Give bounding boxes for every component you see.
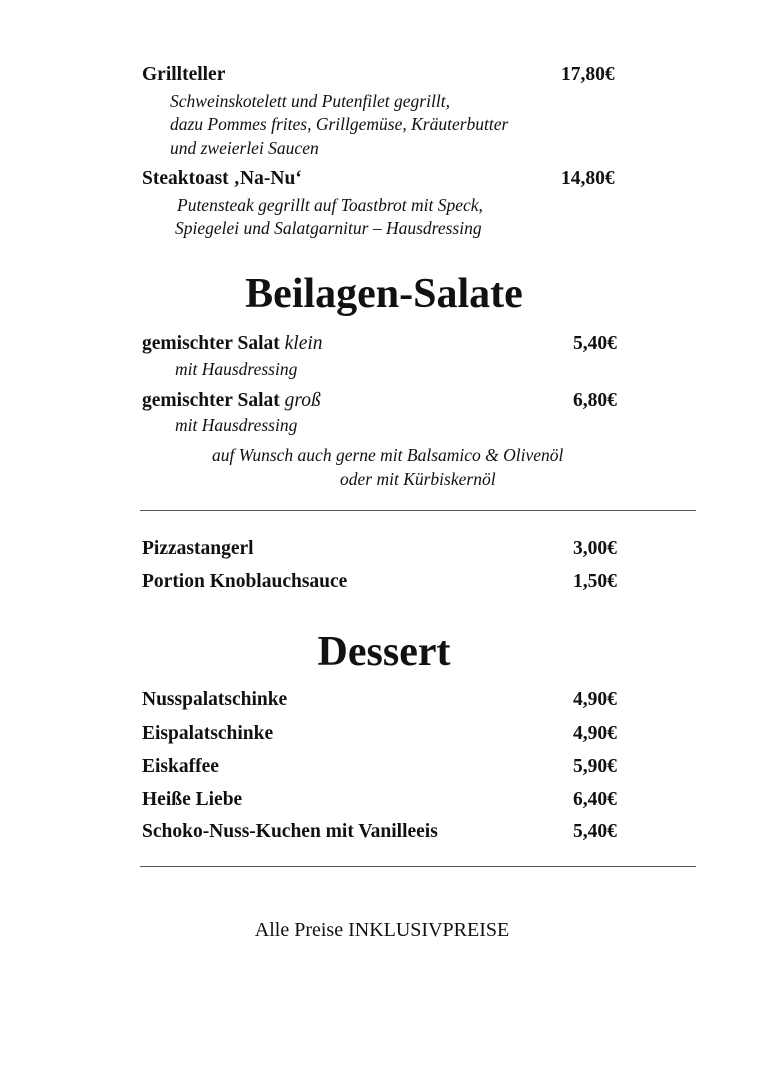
menu-item-name: Pizzastangerl xyxy=(142,538,254,559)
menu-item-price: 5,40€ xyxy=(573,333,617,354)
menu-item-name: Grillteller xyxy=(142,64,226,85)
menu-item-description: Spiegelei und Salatgarnitur – Hausdressing xyxy=(175,218,482,238)
section-heading-dessert: Dessert xyxy=(317,629,451,675)
menu-item-description: mit Hausdressing xyxy=(175,359,298,379)
menu-item-size: groß xyxy=(284,390,321,411)
menu-item-price: 5,40€ xyxy=(573,821,617,842)
menu-item-name: gemischter Salat groß xyxy=(142,390,321,411)
menu-item-price: 5,90€ xyxy=(573,756,617,777)
menu-item-price: 6,80€ xyxy=(573,390,617,411)
price-note-emphasis: INKLUSIVPREISE xyxy=(348,919,510,941)
price-note: Alle Preise INKLUSIVPREISE xyxy=(254,919,510,941)
menu-item-name: Eispalatschinke xyxy=(142,723,274,744)
menu-item-price: 3,00€ xyxy=(573,538,617,559)
menu-item-description: mit Hausdressing xyxy=(175,415,298,435)
menu-item-price: 4,90€ xyxy=(573,723,617,744)
menu-item-name: Steaktoast ‚Na-Nu‘ xyxy=(142,168,302,189)
menu-item-price: 6,40€ xyxy=(573,789,617,810)
salad-note: oder mit Kürbiskernöl xyxy=(340,469,496,489)
menu-item-price: 14,80€ xyxy=(561,168,615,189)
menu-item-description: Schweinskotelett und Putenfilet gegrillt, xyxy=(170,91,450,111)
menu-item-price: 17,80€ xyxy=(561,64,615,85)
section-heading-salads: Beilagen-Salate xyxy=(245,271,523,317)
divider xyxy=(140,866,696,867)
menu-item-name: Eiskaffee xyxy=(142,756,219,777)
menu-item-name: gemischter Salat klein xyxy=(142,333,323,354)
salad-note: auf Wunsch auch gerne mit Balsamico & Olivenöl xyxy=(212,445,564,465)
menu-item-price: 1,50€ xyxy=(573,571,617,592)
menu-item-name: Heiße Liebe xyxy=(142,789,243,810)
menu-item-description: und zweierlei Saucen xyxy=(170,138,319,158)
menu-item-price: 4,90€ xyxy=(573,689,617,710)
menu-item-name: Schoko-Nuss-Kuchen mit Vanilleeis xyxy=(142,821,438,842)
menu-item-size: klein xyxy=(284,333,323,354)
divider xyxy=(140,510,696,511)
menu-item-description: Putensteak gegrillt auf Toastbrot mit Speck, xyxy=(177,195,483,215)
menu-item-name: Portion Knoblauchsauce xyxy=(142,571,348,592)
menu-item-description: dazu Pommes frites, Grillgemüse, Kräuterbutter xyxy=(170,114,509,134)
menu-item-name: Nusspalatschinke xyxy=(142,689,288,710)
